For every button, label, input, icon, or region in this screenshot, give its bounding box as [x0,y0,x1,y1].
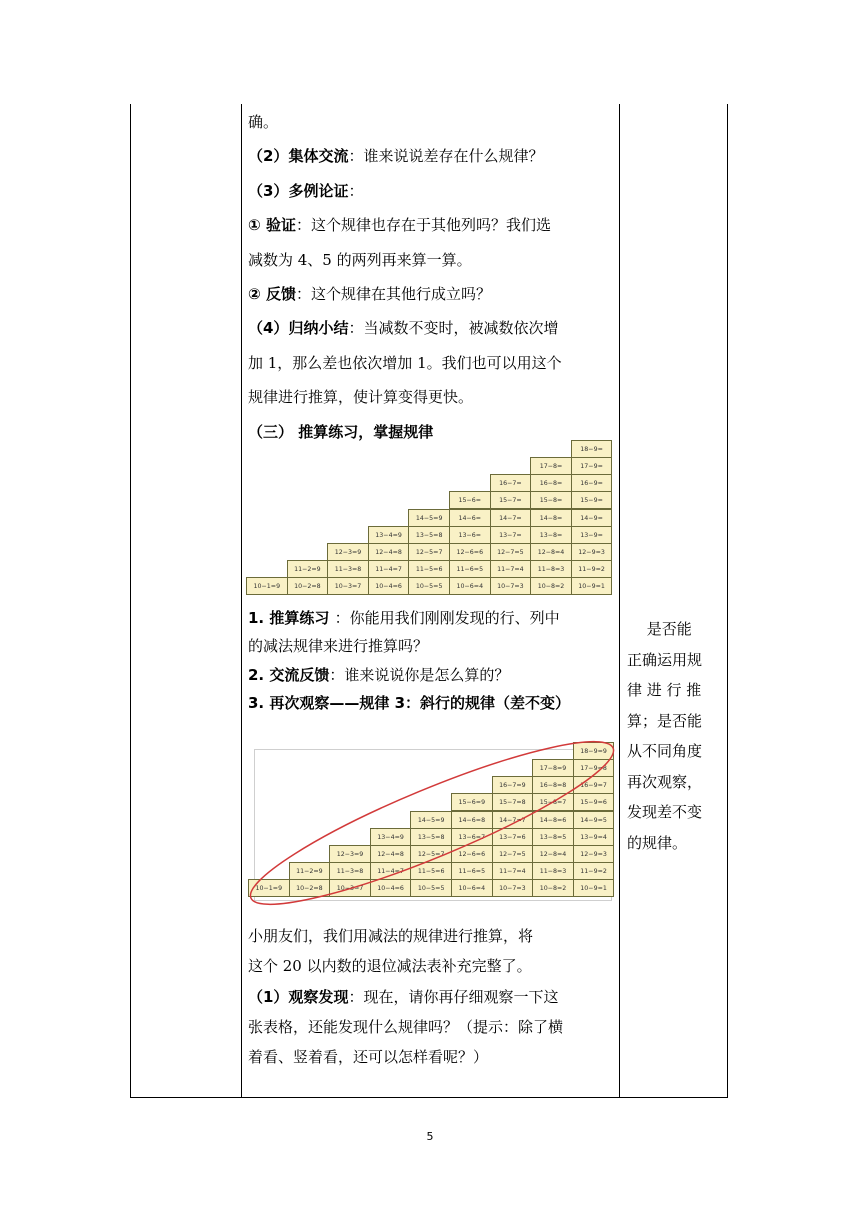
text-span: （3） [248,181,289,200]
table-cell: 12−5=7 [410,845,452,863]
table-cell: 12−4=8 [370,845,412,863]
text-span: 的减法规律来进行推算吗？ [248,637,429,656]
table-cell: 13−7=6 [492,828,534,846]
table-cell: 17−8= [530,457,572,475]
table-cell: 16−9=7 [573,776,615,794]
table-cell: 13−6=7 [451,828,493,846]
table-cell: 13−5=8 [408,526,450,544]
table-cell: 12−3=9 [329,845,371,863]
text-span: 确。 [248,113,279,131]
table-cell: 16−9= [571,474,613,492]
text-span: 减数为 4、5 的两列再来算一算。 [248,250,472,269]
table-cell: 14−7= [490,509,532,527]
text-span: 多例论证 [288,181,349,200]
table-cell: 15−7= [490,491,532,509]
text-line [248,604,614,632]
table-cell: 11−7=4 [492,862,534,880]
table-cell: 13−5=8 [410,828,452,846]
table-cell: 10−4=6 [370,879,412,897]
table-cell: 15−7=8 [492,793,534,811]
text-line [248,689,614,717]
table-cell: 11−4=7 [368,560,410,578]
table-cell: 15−8=7 [532,793,574,811]
table-cell: 15−9=6 [573,793,615,811]
table-cell: 13−9= [571,526,613,544]
text-line [248,383,614,411]
text-span: （1）观察发现 [248,987,349,1006]
table-cell: 11−3=8 [329,862,371,880]
text-span: 张表格，还能发现什么规律吗？（提示：除了横 [248,1017,564,1036]
table-cell: 10−8=2 [532,879,574,897]
text-span: 集体交流 [288,147,349,166]
text-span: 小朋友们，我们用减法的规律进行推算，将 [248,927,534,945]
table-cell: 10−1=9 [246,577,288,595]
table-cell: 10−5=5 [408,577,450,595]
text-span: ① [248,216,266,235]
table-cell: 11−5=6 [410,862,452,880]
table-cell: 15−8= [530,491,572,509]
table-cell: 14−9= [571,509,613,527]
table-cell: 10−3=7 [329,879,371,897]
note-line: 发现差不变 [627,803,703,821]
table-cell: 13−8=5 [532,828,574,846]
table-cell: 10−6=4 [449,577,491,595]
text-line [248,418,614,446]
table-cell: 15−6= [449,491,491,509]
text-span: 规律进行推算，使计算变得更快。 [248,388,474,407]
table-cell: 10−7=3 [492,879,534,897]
table-cell: 14−8=6 [532,811,574,829]
table-cell: 12−6=6 [451,845,493,863]
text-span: （2） [248,147,289,166]
table-cell: 12−7=5 [490,543,532,561]
text-line [248,632,614,660]
table-cell: 10−1=9 [248,879,290,897]
text-span: ：你能用我们刚刚发现的行、列中 [334,609,560,627]
text-line [248,661,614,689]
table-cell: 11−9=2 [573,862,615,880]
table-cell: 10−5=5 [410,879,452,897]
text-span: 归纳小结 [288,319,349,338]
text-line [248,1013,614,1041]
table-cell: 14−8= [530,509,572,527]
table-cell: 17−9=8 [573,759,615,777]
text-line [248,142,614,170]
table-cell: 14−7=7 [492,811,534,829]
column-divider [241,104,242,1097]
note-line: 正确运用规 [627,650,703,669]
table-cell: 16−7=9 [492,776,534,794]
table-cell: 14−9=5 [573,811,615,829]
text-span: （三） 推算练习，掌握规律 [248,422,434,441]
table-cell: 14−5=9 [408,509,450,527]
table-cell: 12−7=5 [492,845,534,863]
table-cell: 11−7=4 [490,560,532,578]
text-span: 2. 交流反馈 [248,665,330,684]
text-line [248,177,614,205]
table-cell: 10−6=4 [451,879,493,897]
text-span: ： [348,181,364,200]
table-cell: 13−9=4 [573,828,615,846]
table-cell: 11−6=5 [451,862,493,880]
text-line [248,983,614,1011]
table-cell: 16−8= [530,474,572,492]
table-cell: 13−4=9 [370,828,412,846]
table-cell: 13−4=9 [368,526,410,544]
table-cell: 12−4=8 [368,543,410,561]
table-cell: 11−3=8 [327,560,369,578]
table-cell: 13−6= [449,526,491,544]
table-cell: 12−9=3 [573,845,615,863]
text-span: ② [248,285,266,303]
table-cell: 17−8=9 [532,759,574,777]
table-cell: 11−6=5 [449,560,491,578]
text-line [248,952,614,980]
text-span: 1. 推算练习 [248,609,335,627]
table-cell: 12−8=4 [530,543,572,561]
table-cell: 14−5=9 [410,811,452,829]
table-cell: 10−2=8 [289,879,331,897]
text-line [248,1043,614,1071]
text-span: ：谁来说说差存在什么规律？ [348,147,544,166]
note-line: 从不同角度 [627,742,703,760]
text-span: 着看、竖着看，还可以怎样看呢？） [248,1048,489,1067]
page-number: 5 [426,1130,434,1143]
column-divider [619,104,620,1097]
table-cell: 11−8=3 [532,862,574,880]
table-cell: 14−6= [449,509,491,527]
table-cell: 10−3=7 [327,577,369,595]
table-cell: 12−8=4 [532,845,574,863]
text-span: 这个 20 以内数的退位减法表补充完整了。 [248,957,532,976]
note-line: 的规律。 [627,833,688,852]
table-cell: 12−3=9 [327,543,369,561]
text-line [248,280,614,308]
table-cell: 11−4=7 [370,862,412,880]
table-cell: 12−6=6 [449,543,491,561]
table-cell: 15−6=9 [451,793,493,811]
note-line: 再次观察， [627,772,703,791]
assessment-note [627,614,723,858]
text-span: ：这个规律在其他行成立吗？ [295,285,491,303]
table-cell: 16−7= [490,474,532,492]
table-cell: 11−2=9 [289,862,331,880]
table-cell: 10−7=3 [490,577,532,595]
table-cell: 11−2=9 [287,560,329,578]
text-span: 加 1，那么差也依次增加 1。我们也可以用这个 [248,353,562,372]
text-span: ：现在，请你再仔细观察一下这 [348,987,559,1006]
table-cell: 10−4=6 [368,577,410,595]
table-cell: 10−2=8 [287,577,329,595]
table-cell: 14−6=8 [451,811,493,829]
table-cell: 11−5=6 [408,560,450,578]
note-line: 是否能 [627,620,692,638]
table-cell: 11−8=3 [530,560,572,578]
table-cell: 17−9= [571,457,613,475]
table-cell: 18−9=9 [573,742,615,760]
note-line: 律 进 行 推 [627,681,702,699]
table-cell: 16−8=8 [532,776,574,794]
table-cell: 11−9=2 [571,560,613,578]
text-span: 3. 再次观察——规律 3：斜行的规律（差不变） [248,694,571,713]
text-line [248,108,614,136]
table-cell: 10−8=2 [530,577,572,595]
text-line [248,211,614,239]
text-span: ：当减数不变时，被减数依次增 [348,319,559,338]
table-cell: 15−9= [571,491,613,509]
text-span: 反馈 [265,285,296,303]
table-cell: 18−9= [571,440,613,458]
table-cell: 13−7= [490,526,532,544]
text-line [248,349,614,377]
table-cell: 12−9=3 [571,543,613,561]
text-span: ：这个规律也存在于其他列吗？我们选 [295,216,551,235]
table-cell: 12−5=7 [408,543,450,561]
text-line [248,314,614,342]
text-span: ：谁来说说你是怎么算的？ [329,665,510,684]
text-line [248,922,614,950]
table-cell: 10−9=1 [571,577,613,595]
text-span: 验证 [265,216,296,235]
table-cell: 10−9=1 [573,879,615,897]
note-line: 算；是否能 [627,711,703,730]
text-span: （4） [248,319,289,338]
text-line [248,246,614,274]
table-cell: 13−8= [530,526,572,544]
